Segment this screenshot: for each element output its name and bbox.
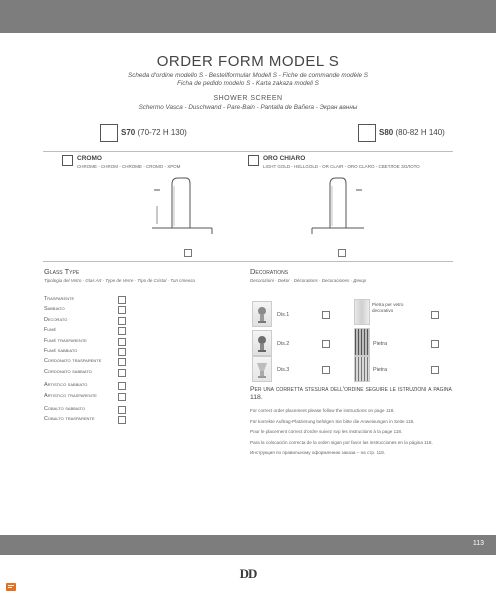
glass-option-checkbox[interactable] — [118, 338, 126, 346]
decoration-label-dis2: Dis.2 — [277, 341, 290, 347]
page-title: ORDER FORM MODEL S — [156, 53, 340, 70]
finish-cromo-name: CROMO — [77, 155, 102, 162]
decoration-knob-thumbnail-3 — [252, 356, 272, 382]
glass-type-heading: Glass Type — [44, 267, 80, 276]
decoration-label-right-2: Pietra — [373, 341, 388, 347]
glass-option-label: Artistico trasparente — [44, 392, 97, 399]
glass-pattern-thumbnail-1 — [354, 299, 370, 325]
decoration-right1-checkbox[interactable] — [431, 311, 439, 319]
glass-option-label: Cobalto trasparente — [44, 416, 95, 423]
size-s80-label — [379, 128, 445, 137]
decoration-label-right-3: Pietra — [373, 367, 388, 373]
subtitle-line-1: Scheda d'ordine modello S - Bestellformular Modell S - Fiche de commande modèle S — [128, 72, 368, 79]
instruction-line-fr: Pour le placement correct d'ordre suivez svp les instructions à la page 118. — [250, 429, 403, 435]
glass-option-checkbox[interactable] — [118, 369, 126, 377]
screen-drawing-right — [306, 176, 376, 246]
corner-badge-icon — [6, 582, 18, 592]
glass-option-label: Fumé — [44, 327, 57, 334]
finish-cromo-translations: CHROME - CHROM - CHROME - CROMO - ХРОМ — [77, 164, 181, 169]
size-s80-checkbox[interactable] — [358, 124, 376, 142]
finish-oro-translations: LIGHT GOLD - HELLGOLD - OR CLAIR - ORO CLARO - СВЕТЛОЕ ЗОЛОТО — [263, 164, 420, 169]
drawing-left-checkbox[interactable] — [184, 249, 192, 257]
brand-logo: DD — [239, 566, 257, 581]
product-name: SHOWER SCREEN — [213, 95, 283, 102]
size-s80-code: S80 — [379, 128, 394, 137]
glass-option-label: Decorato — [44, 316, 68, 323]
size-s70-label — [121, 128, 187, 137]
page-number: 113 — [472, 540, 484, 547]
decoration-dis1-checkbox[interactable] — [322, 311, 330, 319]
glass-option-checkbox[interactable] — [118, 382, 126, 390]
product-translations: Schermo Vasca - Duschwand - Pare-Bain - Pantalla de Bañera - Экран ванны — [138, 104, 358, 111]
bottom-bar — [0, 535, 496, 555]
glass-option-checkbox[interactable] — [118, 393, 126, 401]
drawing-right-checkbox[interactable] — [338, 249, 346, 257]
instruction-line-en: For correct order placement please follow the instructions on page 118. — [250, 408, 395, 413]
glass-option-checkbox[interactable] — [118, 358, 126, 366]
glass-option-label: Trasparente — [44, 296, 75, 302]
glass-option-label: Cordonato sabbiato — [44, 368, 92, 375]
glass-option-checkbox[interactable] — [118, 296, 126, 304]
glass-option-label: Sabbiato — [44, 306, 65, 313]
decoration-knob-thumbnail-2 — [252, 330, 272, 356]
decoration-right2-checkbox[interactable] — [431, 340, 439, 348]
glass-option-label: Cordonato trasparente — [44, 358, 102, 365]
glass-option-label: Fumé sabbiato — [44, 348, 78, 354]
glass-option-checkbox[interactable] — [118, 317, 126, 325]
decoration-dis2-checkbox[interactable] — [322, 340, 330, 348]
subtitle-line-2: Ficha de pedido modelo S - Karta zakaza modeli S — [177, 80, 319, 87]
glass-option-label: Fumé trasparente — [44, 337, 87, 344]
finish-oro-checkbox[interactable] — [248, 155, 259, 166]
divider-finishes-top — [43, 151, 453, 152]
decoration-label-dis1: Dis.1 — [277, 312, 290, 318]
instruction-line-de: Für korrekte Auftrag-Platzierung befolgen Sie bitte die Anweisungen in Seite 118. — [250, 419, 415, 425]
knob-icon — [253, 302, 271, 326]
instruction-line-ru: Инструкция по правильному оформлению заказа – на стр. 118. — [250, 449, 386, 455]
decoration-right3-checkbox[interactable] — [431, 366, 439, 374]
order-instructions-list — [250, 408, 455, 456]
decoration-knob-thumbnail-1 — [252, 301, 272, 327]
glass-pattern-thumbnail-2 — [354, 328, 370, 356]
glass-option-checkbox[interactable] — [118, 327, 126, 335]
glass-type-translations: Tipologia del Vetro · Glas Art · Type de Verre · Tipo de Cristal · Тип стекла — [44, 278, 195, 283]
decorations-translations: Decorazioni · Dekor · Décorations · Decoraciones · Декор — [250, 278, 367, 283]
size-s80-range: (80-82 H 140) — [395, 128, 445, 137]
glass-option-checkbox[interactable] — [118, 406, 126, 414]
screen-drawing-left — [150, 176, 220, 246]
glass-pattern-thumbnail-3 — [354, 356, 370, 382]
knob-icon — [253, 331, 271, 355]
knob-icon — [253, 357, 271, 381]
finish-oro-name: ORO CHIARO — [263, 155, 306, 162]
glass-option-label: Artistico sabbiato — [44, 382, 88, 389]
glass-option-checkbox[interactable] — [118, 348, 126, 356]
decorations-heading: Decorations — [250, 267, 289, 276]
size-s70-checkbox[interactable] — [100, 124, 118, 142]
size-s70-code: S70 — [121, 128, 136, 137]
decoration-label-right-1: Pietra per vetro decorativo — [372, 302, 404, 313]
order-instructions-heading: Per una corretta stesura dell'ordine seguire le istruzioni a pagina 118. — [250, 386, 452, 401]
decoration-dis3-checkbox[interactable] — [322, 366, 330, 374]
instruction-line-es: Para la colocación correcta de la orden sigan por favor las instrucciones en la página 118. — [250, 439, 433, 445]
decoration-label-dis3: Dis.3 — [277, 367, 290, 373]
glass-option-checkbox[interactable] — [118, 416, 126, 424]
finish-cromo-checkbox[interactable] — [62, 155, 73, 166]
glass-option-label: Cobalto sabbiato — [44, 406, 85, 412]
size-s70-range: (70-72 H 130) — [137, 128, 187, 137]
top-bar — [0, 0, 496, 33]
glass-option-checkbox[interactable] — [118, 306, 126, 314]
divider-finishes-bottom — [43, 261, 453, 262]
